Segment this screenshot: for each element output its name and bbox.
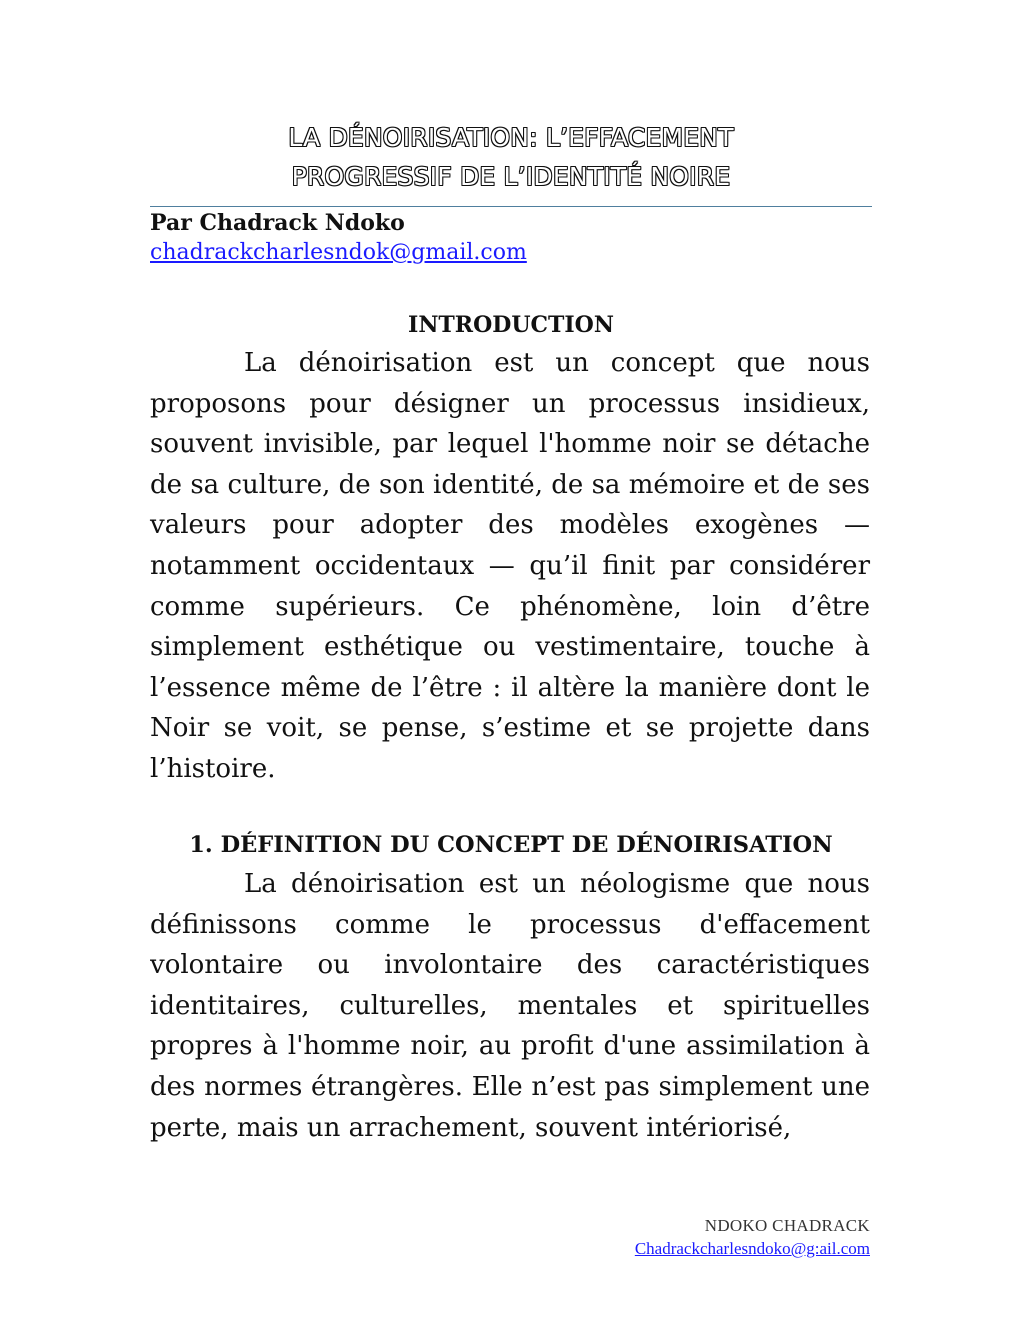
footer-author-name: NDOKO CHADRACK	[704, 1216, 870, 1235]
definition-paragraph: La dénoirisation est un néologisme que nous définissons comme le processus d'effacement volontaire ou involontaire des caractéristiques identitaires, culturelles, mentales et spirituelles propres à l'homme noir, au profit d'une assimilation à des normes étrangères. Elle n’est pas simplement une perte, mais un arrachement, souvent intériorisé,	[150, 869, 870, 1143]
title-divider	[150, 206, 872, 207]
title-line-2: PROGRESSIF DE L’IDENTITÉ NOIRE	[291, 162, 731, 191]
author-email-link[interactable]: chadrackcharlesndok@gmail.com	[150, 240, 527, 265]
footer-email-link[interactable]: Chadrackcharlesndoko@g:ail.com	[634, 1239, 870, 1258]
section-heading-introduction: INTRODUCTION	[408, 312, 614, 338]
introduction-paragraph: La dénoirisation est un concept que nous proposons pour désigner un processus insidieux, souvent invisible, par lequel l'homme noir se détache de sa culture, de son identité, de sa mémoire et de ses valeurs pour adopter des modèles exogènes — notamment occidentaux — qu’il finit par considérer comme supérieurs. Ce phénomène, loin d’être simplement esthétique ou vestimentaire, touche à l’essence même de l’être : il altère la manière dont le Noir se voit, se pense, s’estime et se projette dans l’histoire.	[150, 348, 870, 784]
section-heading-definition: 1. DÉFINITION DU CONCEPT DE DÉNOIRISATION	[189, 832, 833, 858]
page-footer	[635, 1214, 870, 1260]
author-byline: Par Chadrack Ndoko	[150, 210, 405, 236]
document-title	[150, 118, 872, 196]
title-line-1: LA DÉNOIRISATION: L’EFFACEMENT	[288, 123, 734, 152]
